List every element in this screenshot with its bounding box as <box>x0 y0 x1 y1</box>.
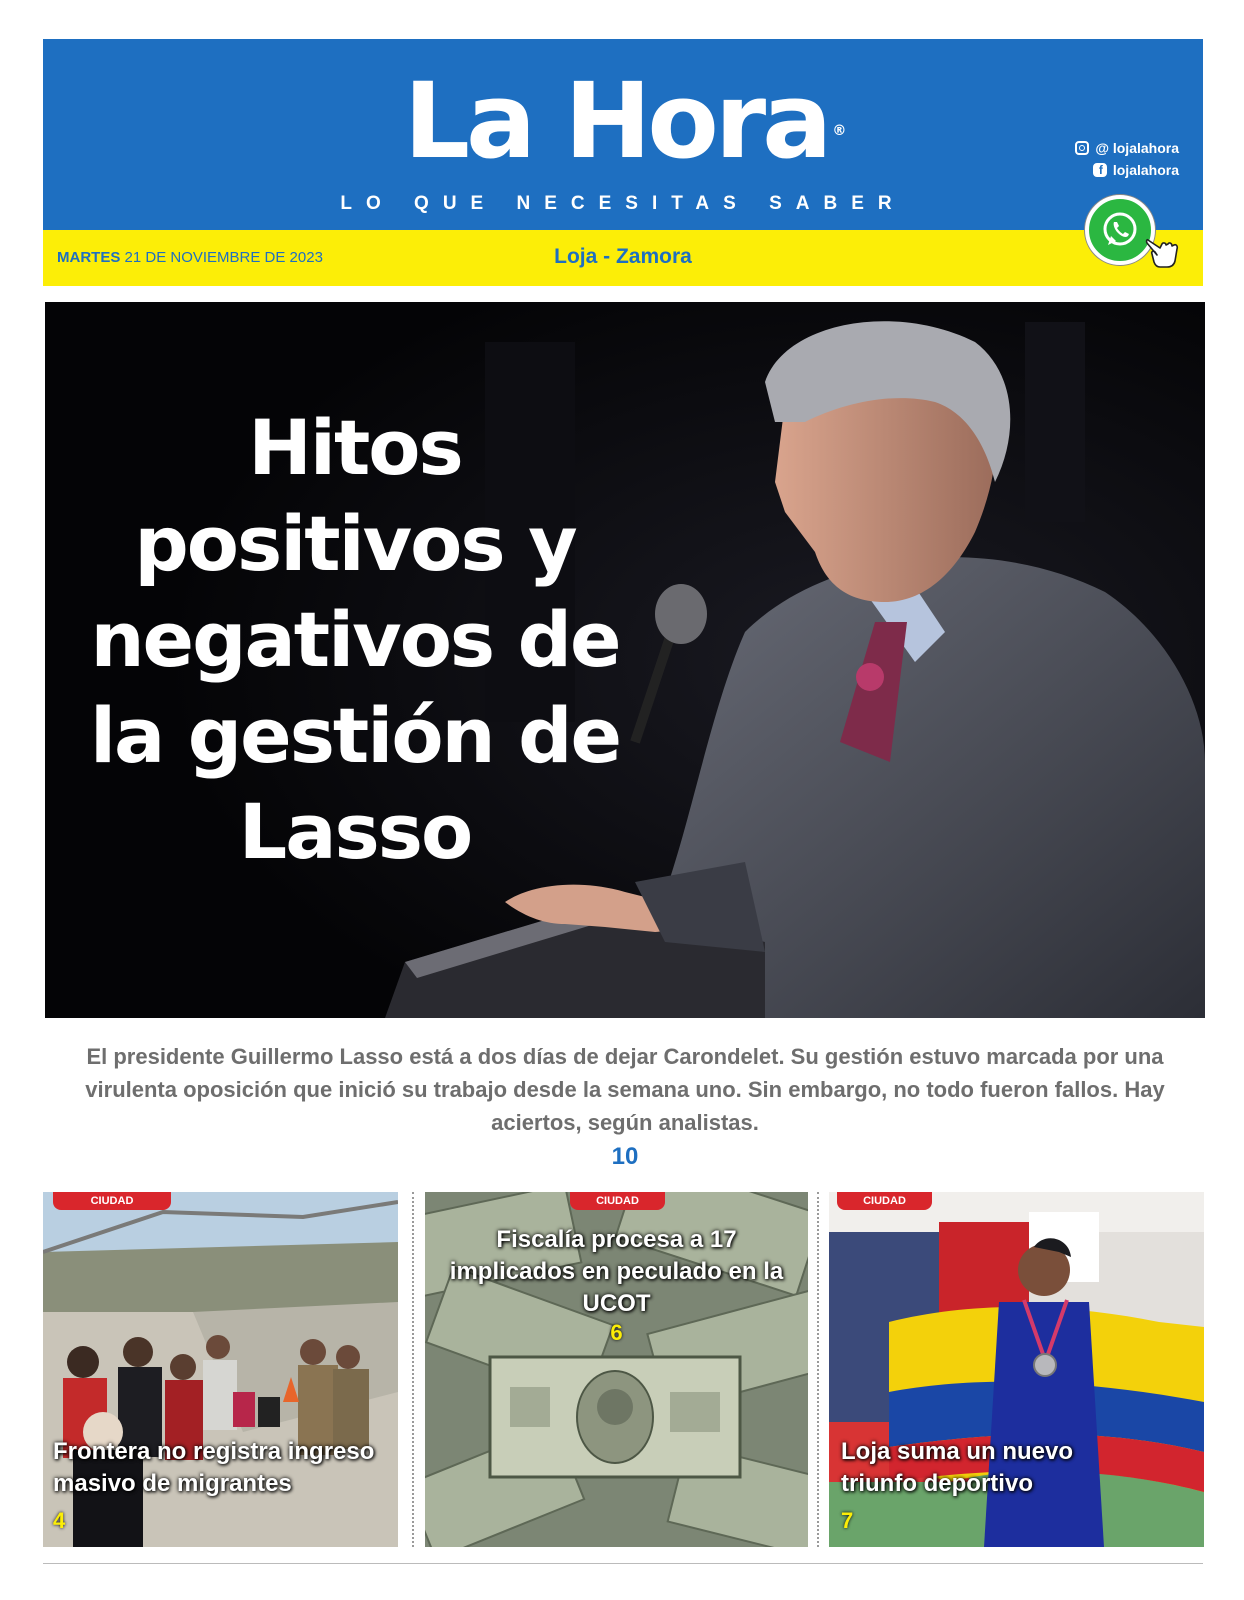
issue-weekday: MARTES <box>57 249 121 266</box>
story-card-frontera[interactable] <box>43 1192 398 1547</box>
masthead <box>43 39 1203 230</box>
lead-page-number[interactable]: 10 <box>611 1143 639 1170</box>
story-card-fiscalia[interactable] <box>425 1192 808 1547</box>
column-divider <box>412 1192 414 1547</box>
edition-region: Loja - Zamora <box>554 245 692 268</box>
story-title[interactable]: Frontera no registra ingreso masivo de migrantes <box>53 1438 375 1497</box>
story-page-number[interactable]: 6 <box>610 1320 623 1345</box>
newspaper-logo[interactable] <box>43 60 1203 182</box>
instagram-link[interactable] <box>1075 137 1179 159</box>
facebook-handle: lojalahora <box>1112 162 1179 178</box>
pointing-hand-icon <box>1145 234 1183 270</box>
lead-headline[interactable]: Hitos positivos y negativos de la gestión de Lasso <box>89 403 621 876</box>
logo-text: La Hora <box>403 60 829 182</box>
facebook-icon <box>1093 163 1107 177</box>
story-page-number[interactable]: 7 <box>841 1508 854 1533</box>
section-tag: CIUDAD <box>570 1192 665 1210</box>
lead-story[interactable] <box>45 302 1205 1018</box>
issue-date-text: 21 DE NOVIEMBRE DE 2023 <box>124 249 323 266</box>
instagram-icon <box>1075 141 1089 155</box>
story-card-deporte[interactable] <box>829 1192 1204 1547</box>
facebook-link[interactable] <box>1075 159 1179 181</box>
section-tag: CIUDAD <box>837 1192 932 1210</box>
lead-summary: El presidente Guillermo Lasso está a dos días de dejar Carondelet. Su gestión estuvo marcada por una virulenta oposición que inició su trabajo desde la semana uno. Sin embargo, no todo fueron fallos. Hay aciertos, según analistas. <box>85 1044 1165 1135</box>
social-links <box>1075 137 1179 181</box>
story-page-number[interactable]: 4 <box>53 1508 66 1533</box>
dateline-bar <box>43 230 1203 286</box>
slogan: LO QUE NECESITAS SABER <box>340 193 906 214</box>
section-tag: CIUDAD <box>53 1192 171 1210</box>
story-title[interactable]: Loja suma un nuevo triunfo deportivo <box>841 1438 1074 1497</box>
story-title[interactable]: Fiscalía procesa a 17 implicados en peculado en la UCOT <box>449 1226 784 1317</box>
registered-mark: ® <box>832 123 847 139</box>
column-divider <box>817 1192 819 1547</box>
bottom-rule <box>43 1563 1203 1564</box>
instagram-handle: @ lojalahora <box>1095 140 1179 156</box>
